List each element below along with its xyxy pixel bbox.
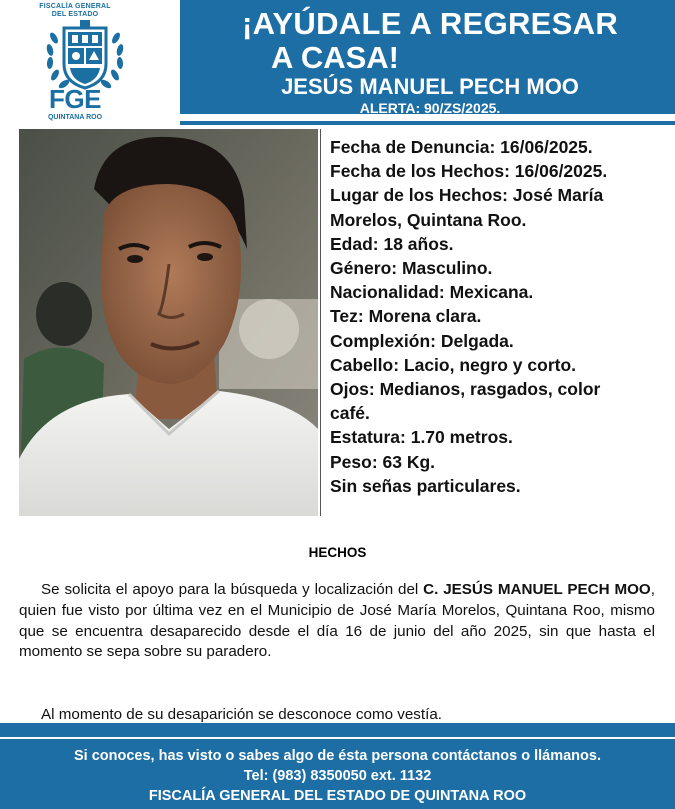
- detail-line: Sin señas particulares.: [330, 475, 521, 496]
- logo-top-text: [0, 3, 150, 19]
- detail-line: Cabello: Lacio, negro y corto.: [330, 354, 577, 375]
- logo-top-line-1: FISCALÍA GENERAL: [39, 3, 111, 10]
- person-name: JESÚS MANUEL PECH MOO: [281, 74, 579, 99]
- person-photo: [19, 129, 318, 516]
- hechos-person-name: C. JESÚS MANUEL PECH MOO: [423, 581, 651, 598]
- footer-top-strip: [0, 723, 675, 737]
- detail-line: Fecha de Denuncia: 16/06/2025.: [330, 137, 593, 157]
- footer-call-to-action: Si conoces, has visto o sabes algo de ésta persona contáctanos o llámanos.: [73, 748, 601, 764]
- detail-line: Lugar de los Hechos: José María: [330, 185, 604, 206]
- alert-number: ALERTA: 90/ZS/2025.: [359, 100, 501, 116]
- detail-line: Peso: 63 Kg.: [330, 451, 436, 472]
- detail-line: Edad: 18 años.: [330, 233, 454, 254]
- hechos-text-after: , quien fue visto por última vez en el Municipio de José María Morelos, Quintana Roo, mismo que se encuentra desaparecido desde el día 16 de junio del año 2025, sin que hasta el momento se sepa sobre su paradero.: [19, 581, 655, 661]
- detail-line: Fecha de los Hechos: 16/06/2025.: [330, 161, 608, 182]
- detail-line: Complexión: Delgada.: [330, 330, 514, 351]
- footer-phone: Tel: (983) 8350050 ext. 1132: [243, 768, 432, 784]
- hechos-title: HECHOS: [308, 545, 367, 560]
- logo-state: QUINTANA ROO: [47, 114, 103, 121]
- fge-logo: [0, 0, 180, 125]
- person-photo-illustration: [19, 129, 318, 516]
- clothing-note: Al momento de su desaparición se desconoce como vestía.: [41, 706, 443, 723]
- hechos-text-before: Se solicita el apoyo para la búsqueda y localización del: [41, 581, 424, 598]
- hechos-paragraph: [19, 580, 655, 663]
- detail-line: Tez: Morena clara.: [330, 306, 482, 327]
- header-bottom-line: [180, 121, 675, 125]
- photo-divider: [320, 129, 321, 516]
- detail-line: Nacionalidad: Mexicana.: [330, 282, 534, 303]
- quintana-roo-coat-of-arms-icon: [42, 18, 128, 94]
- person-details-list: [330, 135, 670, 498]
- title-line-2: A CASA!: [270, 40, 399, 75]
- title-line-1: ¡AYÚDALE A REGRESAR: [241, 6, 619, 41]
- footer-institution: FISCALÍA GENERAL DEL ESTADO DE QUINTANA ROO: [148, 788, 527, 804]
- detail-line: Género: Masculino.: [330, 258, 493, 279]
- detail-line: café.: [330, 403, 370, 424]
- detail-line: Estatura: 1.70 metros.: [330, 427, 513, 448]
- contact-footer: [0, 739, 675, 809]
- detail-line: Ojos: Medianos, rasgados, color: [330, 379, 601, 400]
- logo-acronym: FGE: [49, 84, 101, 114]
- detail-line: Morelos, Quintana Roo.: [330, 209, 527, 230]
- logo-top-line-2: DEL ESTADO: [51, 11, 99, 18]
